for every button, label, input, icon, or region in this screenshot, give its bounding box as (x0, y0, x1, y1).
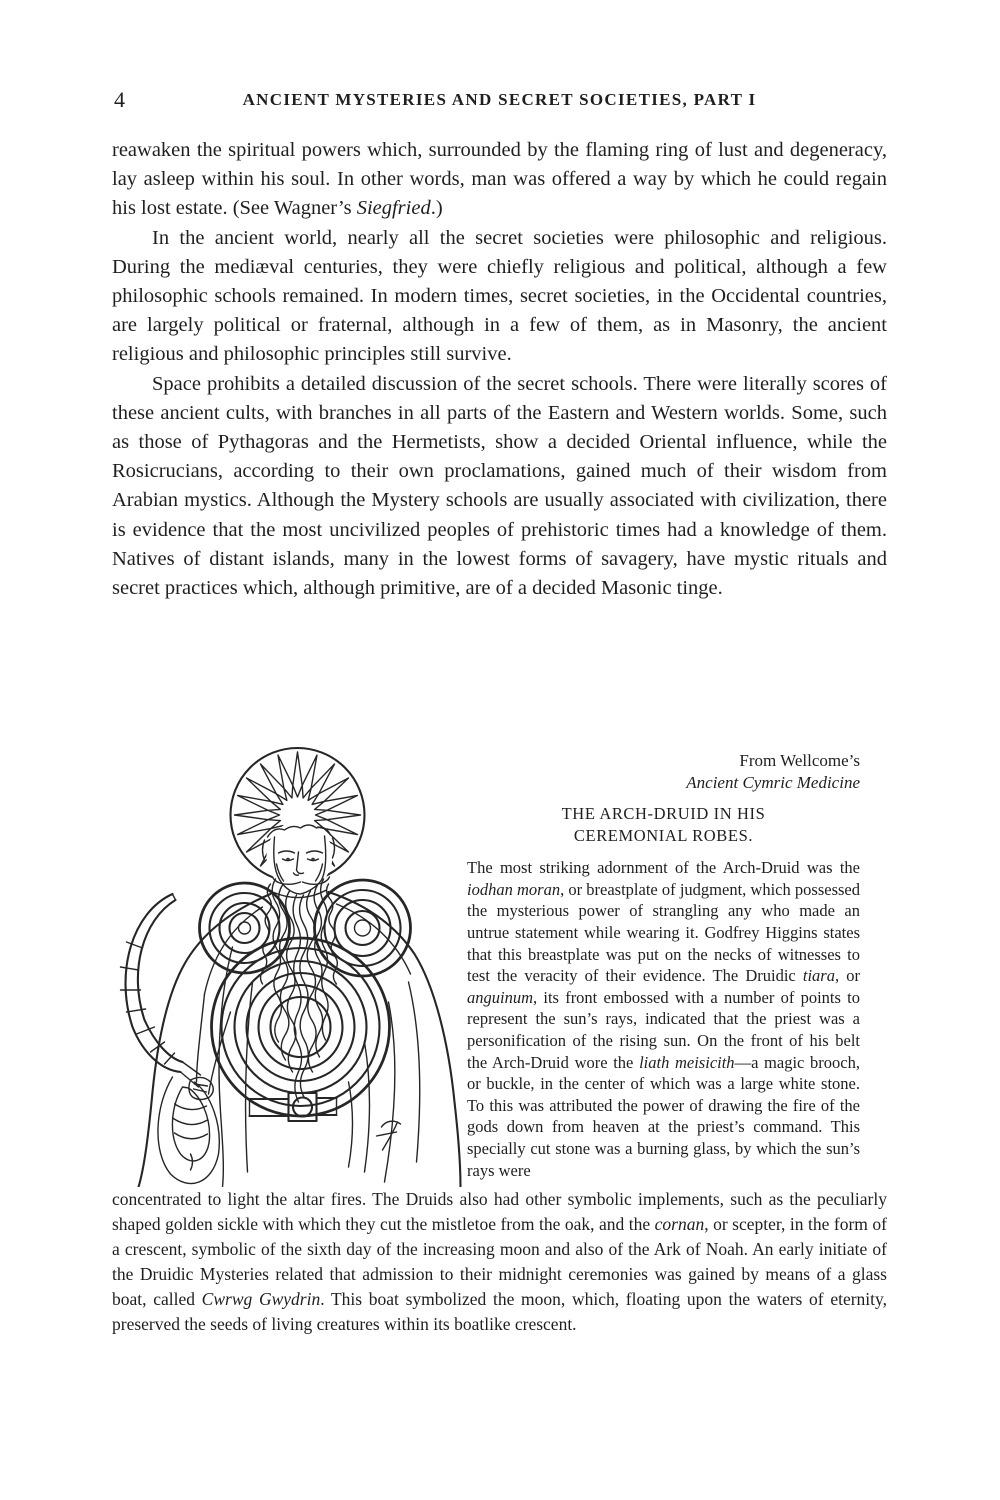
sickle-icon (121, 894, 201, 1087)
running-title: ANCIENT MYSTERIES AND SECRET SOCIETIES, PART I (242, 90, 757, 109)
figure-caption: The most striking adornment of the Arch-Druid was the iodhan moran, or breastplate of judgment, which possessed the mysterious power of strangling any who made an untrue statement while wearing it. Godfrey Higgins states that this breastplate was put on the necks of witnesses to test the veracity of their evidence. The Druidic tiara, or anguinum, its front embossed with a number of points to represent the sun’s rays, indicated that the priest was a personification of the rising sun. On the front of his belt the Arch-Druid wore the liath meisicith—a magic brooch, or buckle, in the center of which was a large white stone. To this was attributed the power of drawing the fire of the gods down from heaven at the priest’s command. This specially cut stone was a burning glass, by which the sun’s rays were (467, 858, 861, 1180)
body-paragraph-2: In the ancient world, nearly all the secret societies were philosophic and religious. During the mediæval centuries, they were chiefly religious and political, although a few philosophic schools remained. In modern times, secret societies, in the Occidental countries, are largely political or fraternal, although in a few of them, as in Masonry, the ancient religious and philosophic principles still survive. (112, 226, 887, 366)
body-paragraph-1: reawaken the spiritual powers which, surrounded by the flaming ring of lust and degeneracy, lay asleep within his soul. In other words, man was offered a way by which he could regain his lost estate. (See Wagner’s Siegfried.) (112, 139, 887, 220)
figure-caption-continuation: concentrated to light the altar fires. The Druids also had other symbolic implements, such as the peculiarly shaped golden sickle with which they cut the mistletoe from the oak, and the cornan, or scepter, in the form of a crescent, symbolic of the sixth day of the increasing moon and also of the Ark of Noah. An early initiate of the Druidic Mysteries related that admission to their midnight ceremonies was gained by means of a glass boat, called Cwrwg Gwydrin. This boat symbolized the moon, which, floating upon the waters of eternity, preserved the seeds of living creatures within its boatlike crescent. (112, 1189, 888, 1335)
figure-credit-work: Ancient Cymric Medicine (686, 773, 860, 793)
figure-credit-source: From Wellcome’s (739, 751, 860, 771)
druid-figure-drawing (112, 742, 467, 1187)
arch-druid-illustration (112, 742, 467, 1187)
engraver-signature (377, 1121, 401, 1150)
body-text (112, 136, 887, 603)
running-header (112, 88, 887, 114)
page-number: 4 (114, 87, 125, 112)
figure-title-text: THE ARCH-DRUID IN HIS CEREMONIAL ROBES. (561, 804, 766, 846)
body-paragraph-3: Space prohibits a detailed discussion of the secret schools. There were literally scores of these ancient cults, with branches in all parts of the Eastern and Western worlds. Some, such as those of Pythagoras and the Hermetists, show a decided Oriental influence, while the Rosicrucians, according to their own proclamations, gained much of their wisdom from Arabian mystics. Although the Mystery schools are usually associated with civilization, there is evidence that the most uncivilized peoples of prehistoric times had a knowledge of them. Natives of distant islands, many in the lowest forms of savagery, have mystic rituals and secret practices which, although primitive, are of a decided Masonic tinge. (112, 372, 887, 600)
hand-and-pouch (158, 1077, 219, 1184)
figure-section (112, 742, 887, 1337)
